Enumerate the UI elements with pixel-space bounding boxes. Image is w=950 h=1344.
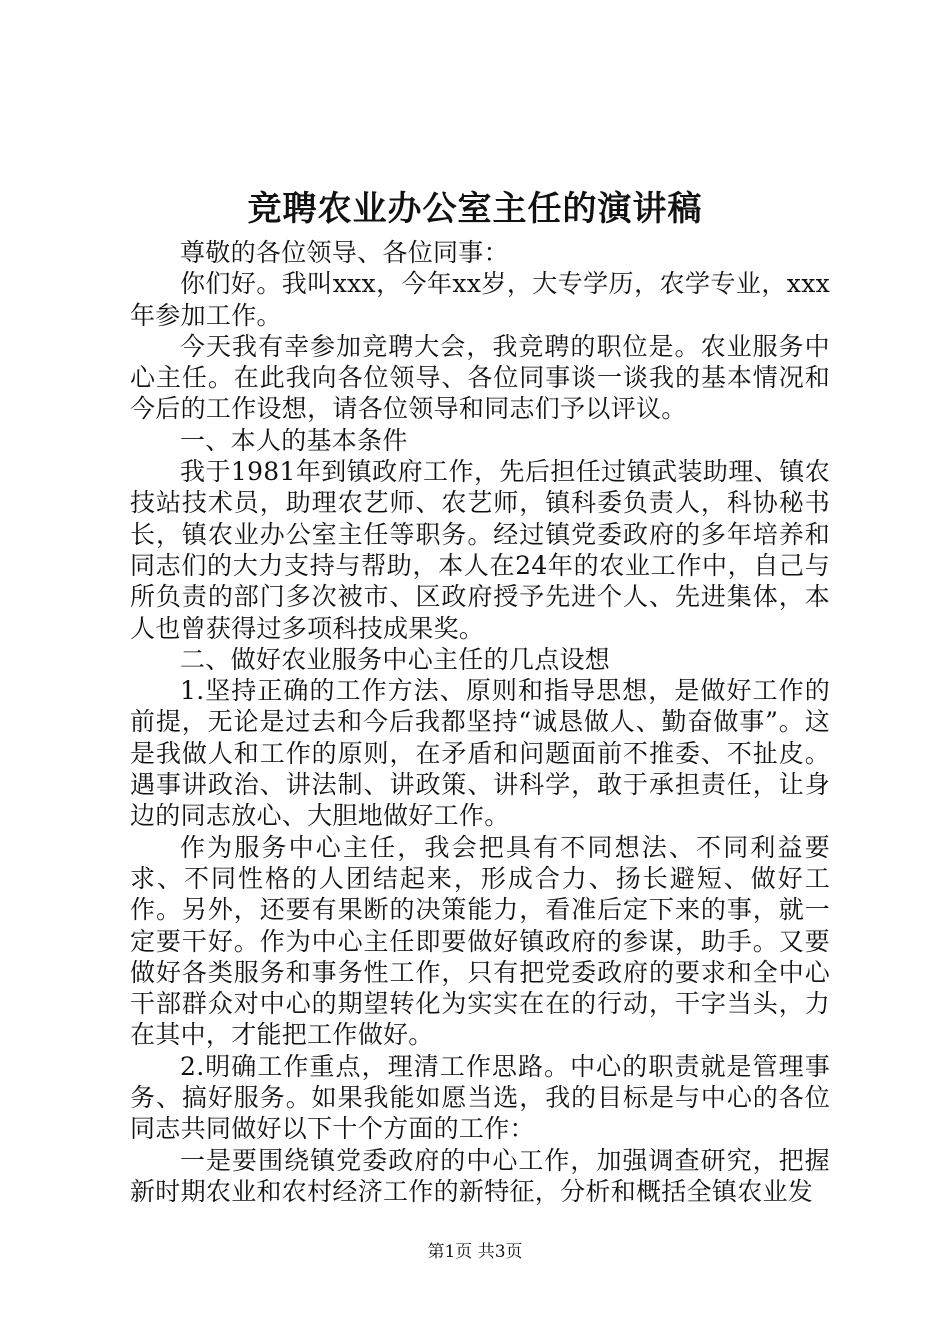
paragraph-salutation: 尊敬的各位领导、各位同事： (180, 238, 509, 267)
paragraph-point-2: 2.明确工作重点，理清工作思路。中心的职责就是管理事务、搞好服务。如果我能如愿当选，我的目标是与中心的各位同志共同做好以下十个方面的工作： (130, 1051, 830, 1144)
document-title: 竞聘农业办公室主任的演讲稿 (247, 189, 703, 229)
page-footer: 第1页 共3页 (427, 1242, 523, 1262)
paragraph-work-history: 我于1981年到镇政府工作，先后担任过镇武装助理、镇农技站技术员，助理农艺师、农艺师，镇科委负责人，科协秘书长，镇农业办公室主任等职务。经过镇党委政府的多年培养和同志们的大力支持与帮助，本人在24年的农业工作中，自己与所负责的部门多次被市、区政府授予先进个人、先进集体，本人也曾获得过多项科技成果奖。 (130, 457, 830, 643)
paragraph-introduction: 今天我有幸参加竞聘大会，我竞聘的职位是。农业服务中心主任。在此我向各位领导、各位同事谈一谈我的基本情况和今后的工作设想，请各位领导和同志们予以评议。 (130, 331, 830, 424)
document-body (130, 237, 830, 1207)
section-heading-ideas: 二、做好农业服务中心主任的几点设想 (180, 644, 611, 674)
paragraph-greeting: 你们好。我叫xxx，今年xx岁，大专学历，农学专业，xxx年参加工作。 (130, 269, 830, 330)
paragraph-point-1: 1.坚持正确的工作方法、原则和指导思想，是做好工作的前提，无论是过去和今后我都坚持“诚恳做人、勤奋做事”。这是我做人和工作的原则，在矛盾和问题面前不推委、不扯皮。遇事讲政治、讲法制、讲政策、讲科学，敢于承担责任，让身边的同志放心、大胆地做好工作。 (130, 676, 830, 831)
section-heading-basic-conditions: 一、本人的基本条件 (180, 425, 408, 455)
paragraph-task-1: 一是要围绕镇党委政府的中心工作，加强调查研究，把握新时期农业和农村经济工作的新特征，分析和概括全镇农业发 (130, 1145, 830, 1206)
paragraph-role-description: 作为服务中心主任，我会把具有不同想法、不同利益要求、不同性格的人团结起来，形成合力、扬长避短、做好工作。另外，还要有果断的决策能力，看准后定下来的事，就一定要干好。作为中心主任即要做好镇政府的参谋，助手。又要做好各类服务和事务性工作，只有把党委政府的要求和全中心干部群众对中心的期望转化为实实在在的行动，干字当头，力在其中，才能把工作做好。 (130, 832, 830, 1050)
